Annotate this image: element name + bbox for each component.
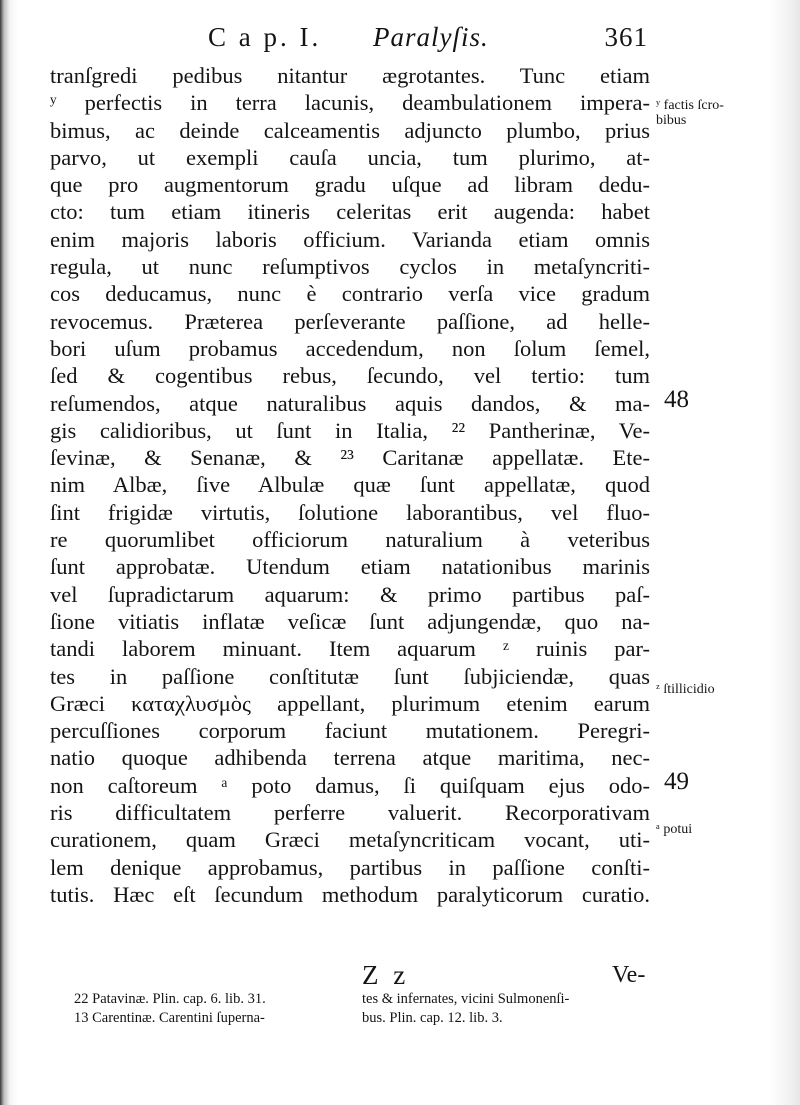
text-line: ſione vitiatis inflatæ veſicæ ſunt adjungendæ, quo na- [50,608,650,634]
text-line: percuſſiones corporum faciunt mutationem. Peregri- [50,718,650,744]
margin-note-a: ᵃ potui [656,822,693,837]
text-line: ſint frigidæ virtutis, ſolutione laborantibus, vel fluo- [50,499,650,525]
footnote-line: 13 Carentinæ. Carentini ſuperna- [74,1010,265,1026]
text-line: gis calidioribus, ut ſunt in Italia, ²² Pantherinæ, Ve- [50,417,650,443]
text-line: lem denique approbamus, partibus in paſſione conſti- [50,854,650,880]
text-line: regula, ut nunc reſumptivos cyclos in metaſyncriti- [50,254,650,280]
text-line: tranſgredi pedibus nitantur ægrotantes. Tunc etiam [50,63,650,88]
footnote-line: tes & infernates, vicini Sulmonenſi- [362,991,570,1007]
margin-note-y [656,98,724,128]
text-line: Græci καταχλυσμὸς appellant, plurimum etenim earum [50,690,650,716]
margin-note-line: bibus [656,113,687,128]
text-line: non caſtoreum ᵃ poto damus, ſi quiſquam ejus odo- [50,772,650,798]
text-line: nim Albæ, ſive Albulæ quæ ſunt appellatæ, quod [50,472,650,498]
text-line: curationem, quam Græci metaſyncriticam vocant, uti- [50,827,650,853]
text-line: revocemus. Præterea perſeverante paſſione, ad helle- [50,308,650,334]
catchword: Ve- [612,962,646,988]
text-line: bori uſum probamus accedendum, non ſolum ſemel, [50,335,650,361]
footnote-line: bus. Plin. cap. 12. lib. 3. [362,1010,503,1026]
text-line: natio quoque adhibenda terrena atque maritima, nec- [50,745,650,771]
footnotes-right [362,990,569,1028]
running-head [208,22,648,56]
margin-note-line: ʸ factis ſcro- [656,98,724,113]
margin-note-z: ᶻ ſtillicidio [656,682,715,697]
text-line: ʸ perfectis in terra lacunis, deambulationem impera- [50,90,650,116]
text-line: ſed & cogentibus rebus, ſecundo, vel tertio: tum [50,363,650,389]
text-line: parvo, ut exempli cauſa uncia, tum plurimo, at- [50,144,650,170]
main-text-block [50,62,650,908]
text-line: ſevinæ, & Senanæ, & ²³ Caritanæ appellatæ. Ete- [50,445,650,471]
chapter-label: C a p. I. [208,22,322,52]
text-line: cto: tum etiam itineris celeritas erit augenda: habet [50,199,650,225]
signature-mark: Z z [362,960,410,990]
text-line: cos deducamus, nunc è contrario verſa vice gradum [50,281,650,307]
text-line: tandi laborem minuant. Item aquarum ᶻ ruinis par- [50,636,650,662]
margin-section-number: 48 [664,386,689,413]
footnote-line: 22 Patavinæ. Plin. cap. 6. lib. 31. [74,991,266,1007]
text-line: que pro augmentorum gradu uſque ad libram dedu- [50,172,650,198]
text-line: reſumendos, atque naturalibus aquis dandos, & ma- [50,390,650,416]
text-line: bimus, ac deinde calceamentis adjuncto plumbo, prius [50,117,650,143]
text-line: ris difficultatem perferre valuerit. Recorporativam [50,800,650,826]
text-line: tutis. Hæc eſt ſecundum methodum paralyticorum curatio. [50,881,650,907]
page-number: 361 [604,22,648,52]
text-line: ſunt approbatæ. Utendum etiam natationibus marinis [50,554,650,580]
text-line: re quorumlibet officiorum naturalium à veteribus [50,527,650,553]
footnotes-left [74,990,266,1028]
chapter-title: Paralyſis. [373,22,489,52]
text-line: enim majoris laboris officium. Varianda etiam omnis [50,226,650,252]
margin-section-number: 49 [664,768,689,795]
text-line: vel ſupradictarum aquarum: & primo partibus paſ- [50,581,650,607]
text-line: tes in paſſione conſtitutæ ſunt ſubjiciendæ, quas [50,663,650,689]
